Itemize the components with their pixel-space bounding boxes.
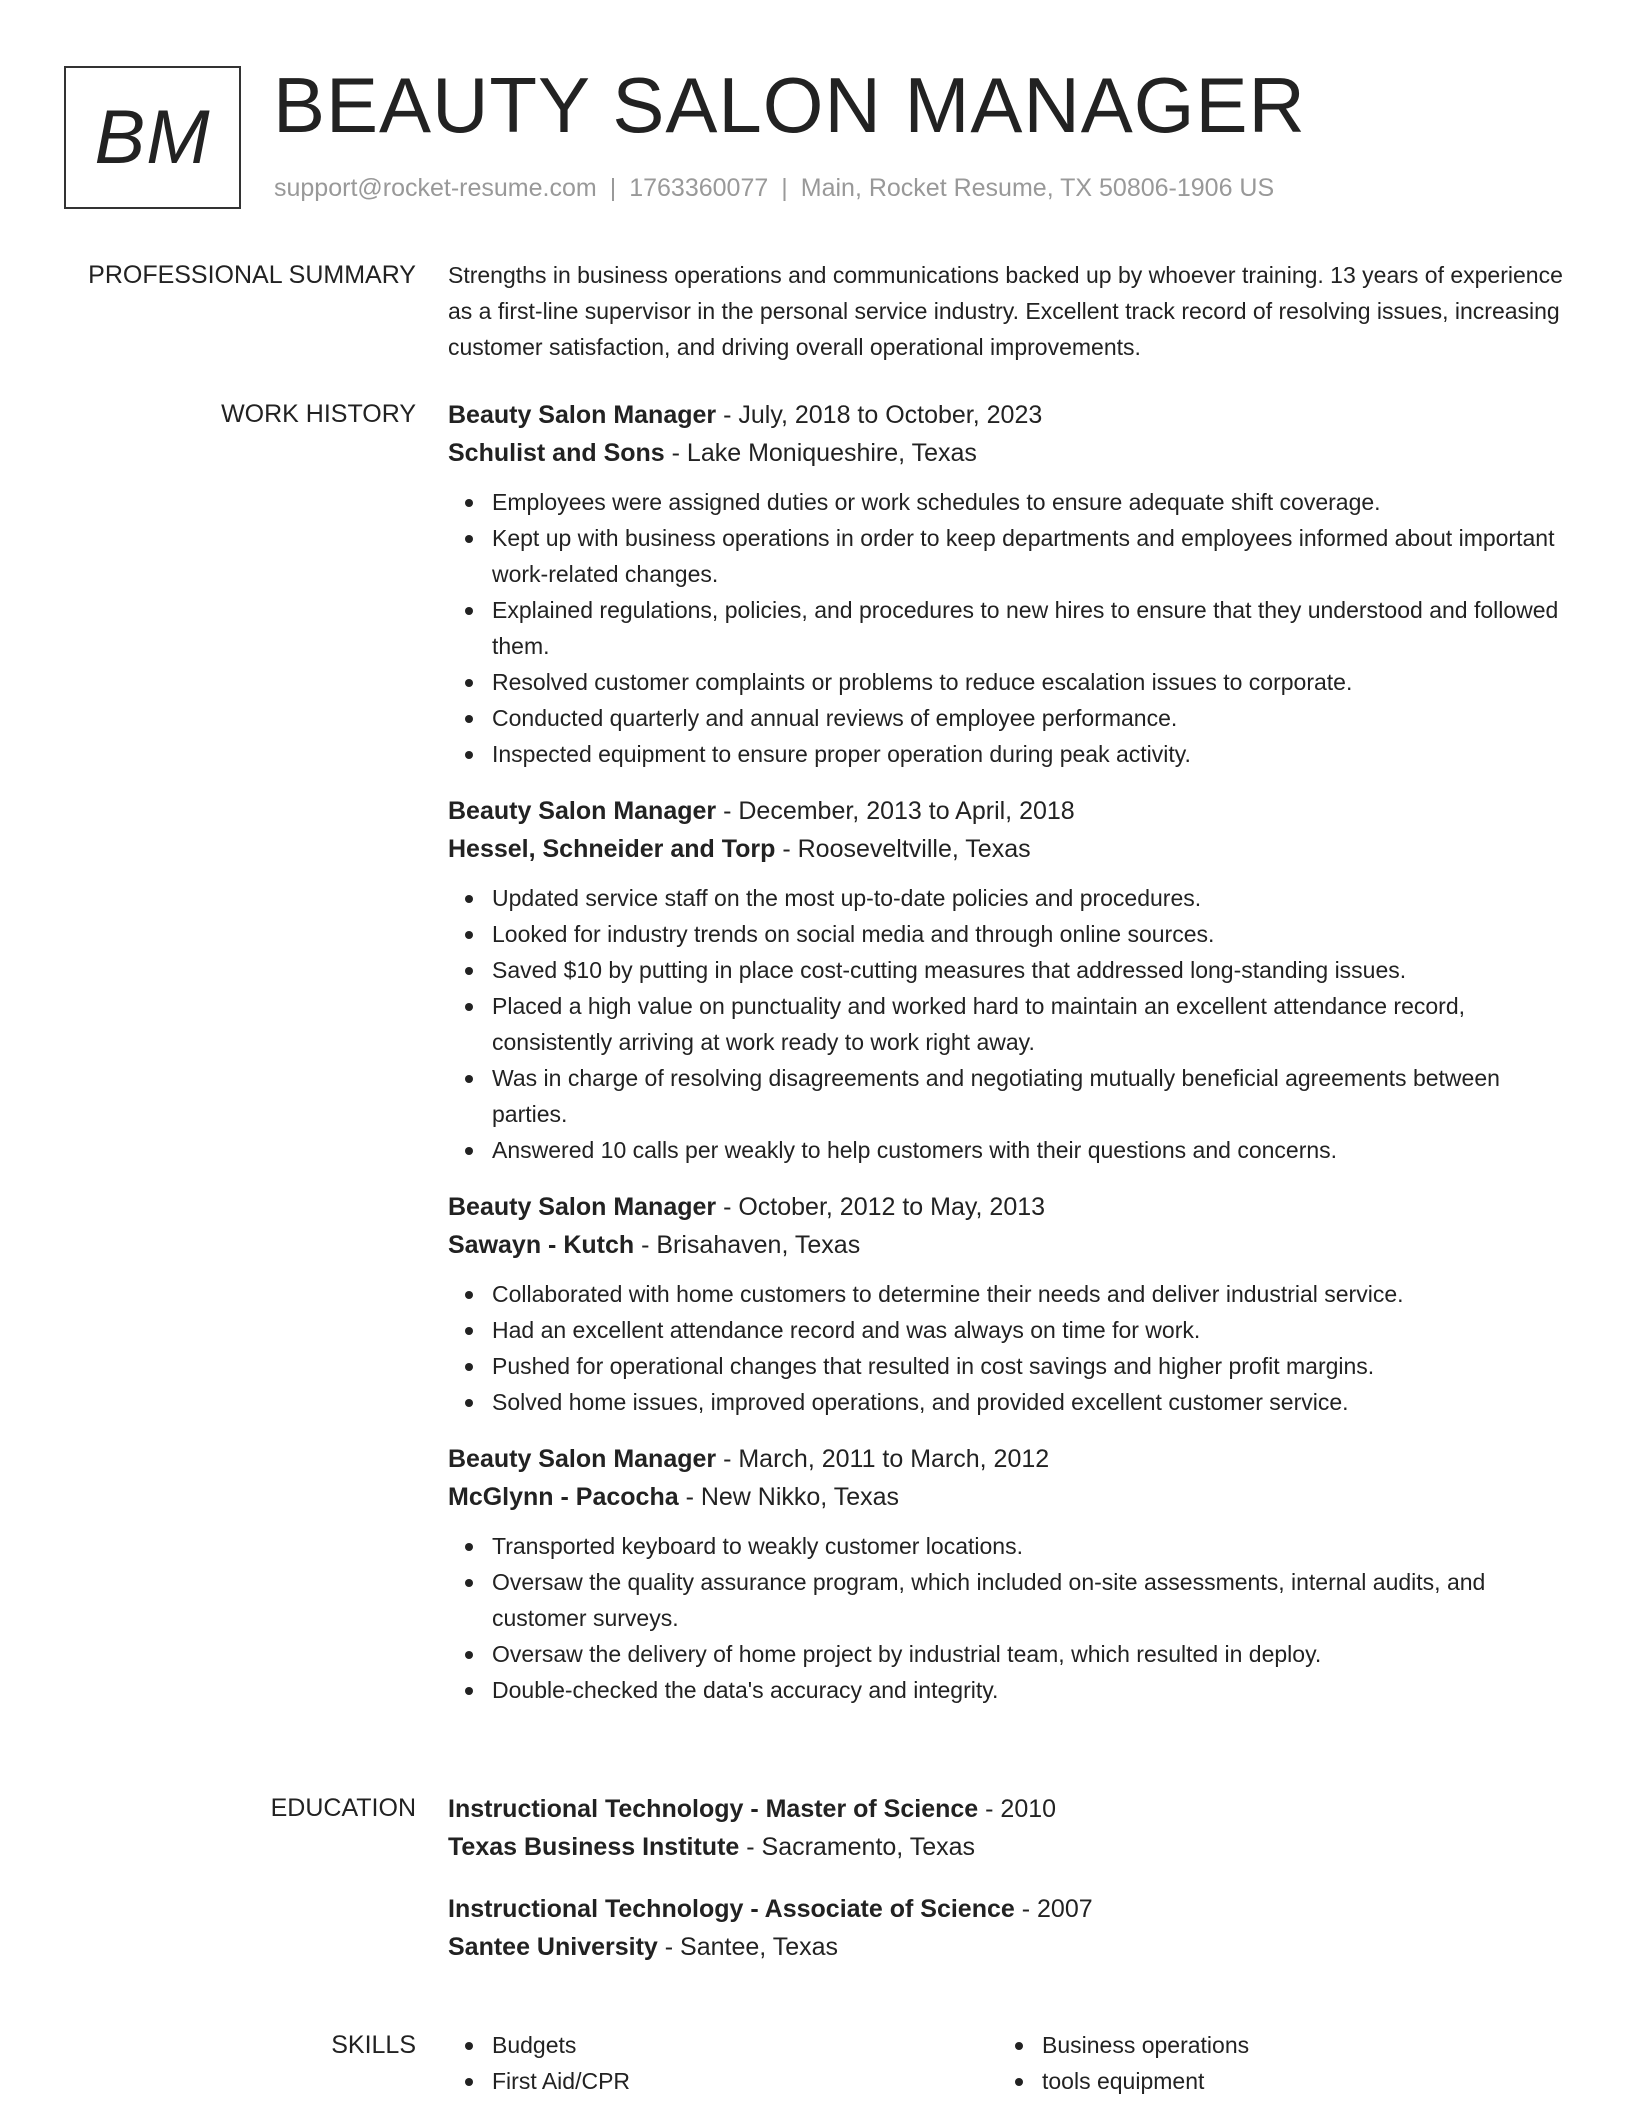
job-bullets	[448, 484, 1568, 772]
education-school-line	[448, 1928, 1568, 1966]
skills-column-right	[998, 2027, 1548, 2099]
job-entry	[448, 1440, 1568, 1708]
education-year: - 2010	[978, 1795, 1057, 1823]
job-bullet: Resolved customer complaints or problems to reduce escalation issues to corporate.	[492, 664, 1568, 700]
job-bullet: Updated service staff on the most up-to-date policies and procedures.	[492, 880, 1568, 916]
contact-email: support@rocket-resume.com	[274, 174, 597, 202]
job-bullet: Collaborated with home customers to determine their needs and deliver industrial service.	[492, 1276, 1568, 1312]
job-bullet: Solved home issues, improved operations, and provided excellent customer service.	[492, 1384, 1568, 1420]
contact-phone: 1763360077	[629, 174, 769, 202]
job-company: McGlynn - Pacocha	[448, 1483, 679, 1511]
education-degree: Instructional Technology - Associate of Science	[448, 1895, 1015, 1923]
job-bullets	[448, 1528, 1568, 1708]
contact-address: Main, Rocket Resume, TX 50806-1906 US	[800, 174, 1275, 202]
education-location: - Sacramento, Texas	[739, 1833, 976, 1861]
job-bullet: Pushed for operational changes that resulted in cost savings and higher profit margins.	[492, 1348, 1568, 1384]
job-bullet: Transported keyboard to weakly customer locations.	[492, 1528, 1568, 1564]
skill-item: First Aid/CPR	[492, 2063, 998, 2099]
skills-columns	[448, 2027, 1568, 2099]
section-label-summary: PROFESSIONAL SUMMARY	[88, 261, 416, 289]
job-company-line	[448, 1478, 1568, 1516]
education-list	[448, 1790, 1568, 1990]
job-bullet: Kept up with business operations in order to keep departments and employees informed about important work-related changes.	[492, 520, 1568, 592]
education-location: - Santee, Texas	[657, 1933, 839, 1961]
job-dates: - October, 2012 to May, 2013	[716, 1193, 1046, 1221]
skill-item: tools equipment	[1042, 2063, 1548, 2099]
job-bullet: Employees were assigned duties or work schedules to ensure adequate shift coverage.	[492, 484, 1568, 520]
job-entry	[448, 792, 1568, 1168]
job-bullet: Had an excellent attendance record and was always on time for work.	[492, 1312, 1568, 1348]
job-location: - Brisahaven, Texas	[634, 1231, 861, 1259]
job-title: Beauty Salon Manager	[448, 1445, 717, 1473]
section-label-work-history: WORK HISTORY	[221, 400, 416, 428]
job-title: Beauty Salon Manager	[448, 1193, 717, 1221]
education-school: Santee University	[448, 1933, 658, 1961]
job-dates: - December, 2013 to April, 2018	[716, 797, 1075, 825]
job-bullet: Oversaw the delivery of home project by industrial team, which resulted in deploy.	[492, 1636, 1568, 1672]
job-title-line	[448, 1188, 1568, 1226]
job-company: Sawayn - Kutch	[448, 1231, 635, 1259]
monogram-logo: BM	[64, 66, 241, 209]
job-bullet: Was in charge of resolving disagreements and negotiating mutually beneficial agreements between parties.	[492, 1060, 1568, 1132]
skills-body	[448, 2027, 1568, 2099]
section-label-education: EDUCATION	[270, 1794, 416, 1822]
resume-header	[64, 61, 1564, 210]
job-location: - Rooseveltville, Texas	[775, 835, 1031, 863]
job-company-line	[448, 434, 1568, 472]
job-company-line	[448, 830, 1568, 868]
skill-item: Budgets	[492, 2027, 998, 2063]
education-entry	[448, 1790, 1568, 1866]
job-company: Schulist and Sons	[448, 439, 665, 467]
job-dates: - July, 2018 to October, 2023	[716, 401, 1043, 429]
contact-separator: |	[609, 174, 617, 202]
jobs-list	[448, 396, 1568, 1728]
job-dates: - March, 2011 to March, 2012	[716, 1445, 1050, 1473]
education-year: - 2007	[1014, 1895, 1093, 1923]
job-title: Beauty Salon Manager	[448, 797, 717, 825]
education-entry	[448, 1890, 1568, 1966]
job-bullet: Oversaw the quality assurance program, which included on-site assessments, internal audits, and customer surveys.	[492, 1564, 1568, 1636]
contact-separator: |	[781, 174, 788, 202]
job-location: - Lake Moniqueshire, Texas	[664, 439, 977, 467]
job-entry	[448, 396, 1568, 772]
job-bullet: Answered 10 calls per weakly to help customers with their questions and concerns.	[492, 1132, 1568, 1168]
job-title-line	[448, 396, 1568, 434]
education-degree-line	[448, 1890, 1568, 1928]
job-bullet: Placed a high value on punctuality and worked hard to maintain an excellent attendance record, consistently arriving at work ready to work right away.	[492, 988, 1568, 1060]
job-bullet: Saved $10 by putting in place cost-cutting measures that addressed long-standing issues.	[492, 952, 1568, 988]
job-title-line	[448, 1440, 1568, 1478]
job-bullet: Conducted quarterly and annual reviews of employee performance.	[492, 700, 1568, 736]
job-location: - New Nikko, Texas	[678, 1483, 900, 1511]
job-bullets	[448, 1276, 1568, 1420]
skill-item: Business operations	[1042, 2027, 1548, 2063]
job-bullet: Double-checked the data's accuracy and integrity.	[492, 1672, 1568, 1708]
education-school-line	[448, 1828, 1568, 1866]
education-degree-line	[448, 1790, 1568, 1828]
summary-text: Strengths in business operations and communications backed up by whoever training. 13 years of experience as a first-line supervisor in the personal service industry. Excellent track record of resolving issues, increasing customer satisfaction, and driving overall operational improvements.	[448, 262, 1563, 360]
job-company-line	[448, 1226, 1568, 1264]
job-bullet: Explained regulations, policies, and procedures to new hires to ensure that they understood and followed them.	[492, 592, 1568, 664]
skills-column-left	[448, 2027, 998, 2099]
section-label-skills: SKILLS	[331, 2031, 416, 2059]
job-bullets	[448, 880, 1568, 1168]
contact-line	[274, 174, 1274, 203]
job-bullet: Looked for industry trends on social media and through online sources.	[492, 916, 1568, 952]
education-degree: Instructional Technology - Master of Science	[448, 1795, 979, 1823]
job-bullet: Inspected equipment to ensure proper operation during peak activity.	[492, 736, 1568, 772]
education-school: Texas Business Institute	[448, 1833, 740, 1861]
job-title: Beauty Salon Manager	[448, 401, 717, 429]
resume-name: BEAUTY SALON MANAGER	[273, 61, 1306, 149]
job-entry	[448, 1188, 1568, 1420]
job-company: Hessel, Schneider and Torp	[448, 835, 776, 863]
job-title-line	[448, 792, 1568, 830]
